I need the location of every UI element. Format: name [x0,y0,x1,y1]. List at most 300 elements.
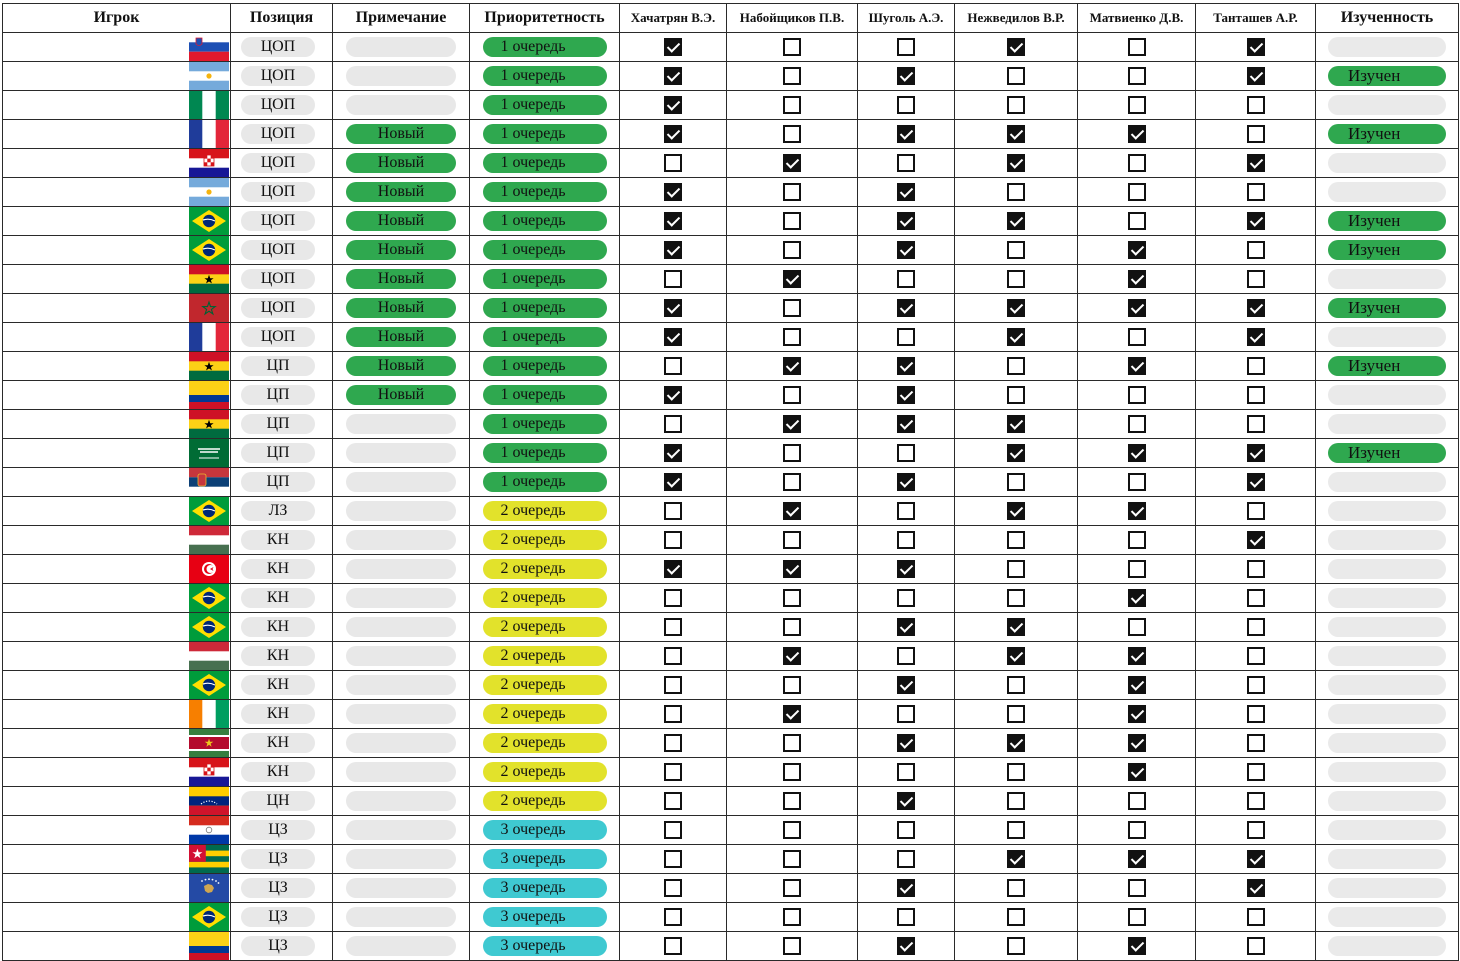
note-chip[interactable] [346,559,456,579]
scout-2-checkbox[interactable] [783,357,801,375]
scout-4-checkbox[interactable] [1007,270,1025,288]
scout-5-checkbox[interactable] [1128,560,1146,578]
note-chip[interactable]: Новый [346,327,456,347]
scout-6-cell[interactable] [1196,62,1316,91]
header-player[interactable]: Игрок [3,4,231,33]
priority-chip[interactable]: 2 очередь [483,530,607,550]
scout-6-cell[interactable] [1196,584,1316,613]
header-scout-6[interactable]: Танташев А.Р. [1196,4,1316,33]
scout-6-checkbox[interactable] [1247,850,1265,868]
scout-4-checkbox[interactable] [1007,531,1025,549]
scout-4-checkbox[interactable] [1007,734,1025,752]
player-name-cell[interactable] [3,381,188,410]
scout-3-checkbox[interactable] [897,212,915,230]
scout-2-checkbox[interactable] [783,618,801,636]
scout-1-cell[interactable] [620,149,727,178]
study-chip[interactable] [1328,907,1446,927]
priority-cell[interactable] [470,120,620,149]
player-name-cell[interactable] [3,758,188,787]
scout-4-cell[interactable] [955,33,1078,62]
priority-cell[interactable] [470,932,620,961]
study-chip[interactable] [1328,472,1446,492]
table-row[interactable] [3,149,1459,178]
scout-4-checkbox[interactable] [1007,96,1025,114]
scout-5-cell[interactable] [1078,149,1196,178]
scout-6-cell[interactable] [1196,816,1316,845]
scout-3-cell[interactable] [858,671,955,700]
scout-4-checkbox[interactable] [1007,676,1025,694]
scout-3-checkbox[interactable] [897,270,915,288]
scout-3-cell[interactable] [858,874,955,903]
scout-1-cell[interactable] [620,439,727,468]
scout-4-checkbox[interactable] [1007,299,1025,317]
note-chip[interactable] [346,733,456,753]
note-chip[interactable]: Новый [346,153,456,173]
priority-cell[interactable] [470,787,620,816]
header-position[interactable]: Позиция [231,4,333,33]
scout-5-cell[interactable] [1078,555,1196,584]
position-chip[interactable]: КН [241,617,315,637]
study-chip[interactable] [1328,588,1446,608]
position-cell[interactable] [231,91,333,120]
study-cell[interactable] [1316,526,1459,555]
scout-2-cell[interactable] [727,439,858,468]
priority-cell[interactable] [470,816,620,845]
scout-3-cell[interactable] [858,352,955,381]
scout-3-cell[interactable] [858,207,955,236]
scout-6-cell[interactable] [1196,497,1316,526]
priority-chip[interactable]: 2 очередь [483,733,607,753]
scout-6-cell[interactable] [1196,903,1316,932]
scout-5-checkbox[interactable] [1128,676,1146,694]
position-chip[interactable]: ЦОП [241,240,315,260]
note-chip[interactable]: Новый [346,211,456,231]
study-cell[interactable] [1316,874,1459,903]
scout-4-cell[interactable] [955,236,1078,265]
study-cell[interactable] [1316,845,1459,874]
priority-cell[interactable] [470,555,620,584]
scout-4-cell[interactable] [955,526,1078,555]
position-chip[interactable]: КН [241,588,315,608]
priority-cell[interactable] [470,729,620,758]
scout-1-checkbox[interactable] [664,763,682,781]
scout-4-checkbox[interactable] [1007,241,1025,259]
position-cell[interactable] [231,149,333,178]
position-cell[interactable] [231,178,333,207]
scout-5-cell[interactable] [1078,613,1196,642]
scout-3-cell[interactable] [858,787,955,816]
scout-4-cell[interactable] [955,555,1078,584]
scout-2-cell[interactable] [727,758,858,787]
note-cell[interactable] [333,207,470,236]
priority-cell[interactable] [470,410,620,439]
scout-3-cell[interactable] [858,555,955,584]
scout-6-cell[interactable] [1196,758,1316,787]
scout-3-cell[interactable] [858,62,955,91]
note-cell[interactable] [333,439,470,468]
position-chip[interactable]: ЦОП [241,66,315,86]
study-chip[interactable] [1328,327,1446,347]
table-row[interactable] [3,265,1459,294]
scout-2-checkbox[interactable] [783,589,801,607]
position-chip[interactable]: ЦЗ [241,849,315,869]
scout-1-cell[interactable] [620,729,727,758]
priority-cell[interactable] [470,439,620,468]
scout-1-checkbox[interactable] [664,270,682,288]
scout-3-checkbox[interactable] [897,879,915,897]
priority-chip[interactable]: 1 очередь [483,240,607,260]
scout-4-cell[interactable] [955,758,1078,787]
note-cell[interactable] [333,584,470,613]
scout-2-cell[interactable] [727,149,858,178]
priority-chip[interactable]: 1 очередь [483,182,607,202]
position-cell[interactable] [231,352,333,381]
scout-4-cell[interactable] [955,381,1078,410]
position-chip[interactable]: ЦП [241,356,315,376]
study-chip[interactable] [1328,617,1446,637]
position-cell[interactable] [231,294,333,323]
table-row[interactable] [3,729,1459,758]
scout-5-checkbox[interactable] [1128,415,1146,433]
study-cell[interactable] [1316,410,1459,439]
scout-6-cell[interactable] [1196,932,1316,961]
position-cell[interactable] [231,439,333,468]
scout-4-cell[interactable] [955,149,1078,178]
scout-3-checkbox[interactable] [897,502,915,520]
player-name-cell[interactable] [3,468,188,497]
scout-5-cell[interactable] [1078,323,1196,352]
scout-4-cell[interactable] [955,352,1078,381]
study-cell[interactable] [1316,584,1459,613]
scout-1-checkbox[interactable] [664,183,682,201]
note-cell[interactable] [333,671,470,700]
scout-6-checkbox[interactable] [1247,328,1265,346]
scout-2-checkbox[interactable] [783,38,801,56]
scout-3-checkbox[interactable] [897,763,915,781]
study-cell[interactable] [1316,787,1459,816]
scout-1-cell[interactable] [620,323,727,352]
scout-4-checkbox[interactable] [1007,589,1025,607]
scout-2-checkbox[interactable] [783,183,801,201]
scout-5-cell[interactable] [1078,178,1196,207]
scout-2-cell[interactable] [727,671,858,700]
scout-3-cell[interactable] [858,729,955,758]
study-cell[interactable] [1316,149,1459,178]
note-chip[interactable]: Новый [346,269,456,289]
note-cell[interactable] [333,120,470,149]
study-chip[interactable] [1328,501,1446,521]
table-row[interactable] [3,932,1459,961]
scout-1-checkbox[interactable] [664,357,682,375]
scout-4-checkbox[interactable] [1007,850,1025,868]
scout-5-cell[interactable] [1078,584,1196,613]
scout-2-cell[interactable] [727,323,858,352]
scout-2-checkbox[interactable] [783,212,801,230]
player-name-cell[interactable] [3,62,188,91]
scout-4-cell[interactable] [955,178,1078,207]
scout-4-checkbox[interactable] [1007,560,1025,578]
scout-5-checkbox[interactable] [1128,734,1146,752]
scout-5-cell[interactable] [1078,642,1196,671]
scout-6-checkbox[interactable] [1247,299,1265,317]
study-chip[interactable] [1328,530,1446,550]
scout-1-checkbox[interactable] [664,415,682,433]
scout-2-checkbox[interactable] [783,879,801,897]
scout-4-cell[interactable] [955,729,1078,758]
scout-4-checkbox[interactable] [1007,183,1025,201]
scout-3-checkbox[interactable] [897,241,915,259]
scout-1-checkbox[interactable] [664,647,682,665]
scout-4-checkbox[interactable] [1007,444,1025,462]
scout-4-cell[interactable] [955,323,1078,352]
scout-3-cell[interactable] [858,642,955,671]
scout-4-cell[interactable] [955,642,1078,671]
priority-cell[interactable] [470,874,620,903]
scout-2-cell[interactable] [727,555,858,584]
scout-5-checkbox[interactable] [1128,473,1146,491]
scout-3-checkbox[interactable] [897,328,915,346]
scout-6-cell[interactable] [1196,207,1316,236]
note-chip[interactable] [346,646,456,666]
table-row[interactable] [3,91,1459,120]
player-name-cell[interactable] [3,497,188,526]
priority-chip[interactable]: 2 очередь [483,791,607,811]
note-cell[interactable] [333,874,470,903]
position-chip[interactable]: ЦОП [241,298,315,318]
priority-cell[interactable] [470,497,620,526]
position-chip[interactable]: ЦОП [241,124,315,144]
priority-cell[interactable] [470,178,620,207]
priority-chip[interactable]: 3 очередь [483,878,607,898]
position-chip[interactable]: ЦОП [241,211,315,231]
study-cell[interactable] [1316,613,1459,642]
position-chip[interactable]: ЦОП [241,327,315,347]
note-cell[interactable] [333,468,470,497]
scout-5-checkbox[interactable] [1128,212,1146,230]
note-cell[interactable] [333,178,470,207]
scout-6-checkbox[interactable] [1247,560,1265,578]
scout-6-cell[interactable] [1196,149,1316,178]
scout-2-checkbox[interactable] [783,415,801,433]
scout-2-checkbox[interactable] [783,792,801,810]
scout-3-checkbox[interactable] [897,705,915,723]
scout-5-cell[interactable] [1078,758,1196,787]
scout-6-cell[interactable] [1196,265,1316,294]
scout-4-checkbox[interactable] [1007,647,1025,665]
position-cell[interactable] [231,468,333,497]
study-cell[interactable] [1316,903,1459,932]
player-name-cell[interactable] [3,236,188,265]
scout-6-cell[interactable] [1196,671,1316,700]
scout-6-checkbox[interactable] [1247,879,1265,897]
scout-6-checkbox[interactable] [1247,734,1265,752]
note-cell[interactable] [333,555,470,584]
priority-cell[interactable] [470,62,620,91]
scout-3-cell[interactable] [858,845,955,874]
scout-5-cell[interactable] [1078,787,1196,816]
scout-5-checkbox[interactable] [1128,270,1146,288]
scout-1-checkbox[interactable] [664,879,682,897]
priority-cell[interactable] [470,700,620,729]
position-cell[interactable] [231,613,333,642]
scout-5-checkbox[interactable] [1128,502,1146,520]
scout-2-checkbox[interactable] [783,937,801,955]
scout-6-cell[interactable] [1196,236,1316,265]
scout-5-checkbox[interactable] [1128,647,1146,665]
scout-3-checkbox[interactable] [897,676,915,694]
scout-2-checkbox[interactable] [783,96,801,114]
player-name-cell[interactable] [3,178,188,207]
scout-1-checkbox[interactable] [664,618,682,636]
scout-1-cell[interactable] [620,903,727,932]
priority-chip[interactable]: 2 очередь [483,559,607,579]
scout-5-cell[interactable] [1078,120,1196,149]
table-row[interactable] [3,294,1459,323]
scout-6-cell[interactable] [1196,845,1316,874]
scout-4-cell[interactable] [955,265,1078,294]
player-name-cell[interactable] [3,323,188,352]
study-chip[interactable] [1328,704,1446,724]
scout-1-cell[interactable] [620,294,727,323]
scout-6-cell[interactable] [1196,613,1316,642]
scout-2-checkbox[interactable] [783,270,801,288]
scout-3-checkbox[interactable] [897,531,915,549]
scout-6-checkbox[interactable] [1247,821,1265,839]
scout-5-checkbox[interactable] [1128,792,1146,810]
scout-2-checkbox[interactable] [783,734,801,752]
priority-chip[interactable]: 2 очередь [483,617,607,637]
player-name-cell[interactable] [3,613,188,642]
scout-4-cell[interactable] [955,584,1078,613]
position-cell[interactable] [231,555,333,584]
scout-6-cell[interactable] [1196,120,1316,149]
scout-2-cell[interactable] [727,526,858,555]
scout-4-cell[interactable] [955,120,1078,149]
scout-5-cell[interactable] [1078,294,1196,323]
priority-chip[interactable]: 1 очередь [483,95,607,115]
scout-3-checkbox[interactable] [897,67,915,85]
position-cell[interactable] [231,932,333,961]
scout-1-cell[interactable] [620,874,727,903]
position-chip[interactable]: ЦЗ [241,907,315,927]
scout-1-cell[interactable] [620,671,727,700]
scout-5-checkbox[interactable] [1128,154,1146,172]
scout-1-checkbox[interactable] [664,531,682,549]
scout-6-checkbox[interactable] [1247,589,1265,607]
note-chip[interactable] [346,762,456,782]
priority-cell[interactable] [470,294,620,323]
scout-2-checkbox[interactable] [783,125,801,143]
note-cell[interactable] [333,323,470,352]
scout-1-cell[interactable] [620,207,727,236]
scout-3-cell[interactable] [858,613,955,642]
scout-2-cell[interactable] [727,91,858,120]
priority-chip[interactable]: 1 очередь [483,211,607,231]
header-priority[interactable]: Приоритетность [470,4,620,33]
position-chip[interactable]: КН [241,675,315,695]
scout-6-checkbox[interactable] [1247,444,1265,462]
study-cell[interactable] [1316,700,1459,729]
scout-4-cell[interactable] [955,613,1078,642]
scout-1-checkbox[interactable] [664,299,682,317]
scout-5-checkbox[interactable] [1128,705,1146,723]
scout-1-cell[interactable] [620,642,727,671]
note-chip[interactable] [346,95,456,115]
scout-4-cell[interactable] [955,816,1078,845]
position-chip[interactable]: ЦН [241,791,315,811]
position-cell[interactable] [231,787,333,816]
scout-4-checkbox[interactable] [1007,763,1025,781]
scout-1-checkbox[interactable] [664,589,682,607]
study-chip[interactable] [1328,675,1446,695]
scout-2-checkbox[interactable] [783,705,801,723]
position-chip[interactable]: КН [241,646,315,666]
study-cell[interactable] [1316,729,1459,758]
position-cell[interactable] [231,497,333,526]
scout-1-cell[interactable] [620,816,727,845]
note-chip[interactable]: Новый [346,182,456,202]
scout-6-cell[interactable] [1196,526,1316,555]
note-chip[interactable] [346,704,456,724]
scout-2-checkbox[interactable] [783,299,801,317]
scout-5-checkbox[interactable] [1128,357,1146,375]
player-name-cell[interactable] [3,816,188,845]
scout-4-checkbox[interactable] [1007,154,1025,172]
priority-chip[interactable]: 2 очередь [483,646,607,666]
scout-3-checkbox[interactable] [897,589,915,607]
scout-4-checkbox[interactable] [1007,618,1025,636]
scout-5-checkbox[interactable] [1128,531,1146,549]
note-chip[interactable] [346,501,456,521]
scout-2-checkbox[interactable] [783,763,801,781]
study-cell[interactable] [1316,91,1459,120]
scout-1-cell[interactable] [620,758,727,787]
scout-5-checkbox[interactable] [1128,618,1146,636]
scout-5-cell[interactable] [1078,700,1196,729]
scout-4-cell[interactable] [955,787,1078,816]
scout-1-checkbox[interactable] [664,38,682,56]
priority-chip[interactable]: 3 очередь [483,849,607,869]
scout-3-cell[interactable] [858,497,955,526]
scout-6-cell[interactable] [1196,33,1316,62]
scout-4-cell[interactable] [955,410,1078,439]
position-cell[interactable] [231,758,333,787]
scout-3-cell[interactable] [858,120,955,149]
scout-5-checkbox[interactable] [1128,908,1146,926]
scout-3-checkbox[interactable] [897,560,915,578]
priority-cell[interactable] [470,642,620,671]
scout-6-cell[interactable] [1196,874,1316,903]
scout-2-cell[interactable] [727,33,858,62]
scout-5-cell[interactable] [1078,265,1196,294]
player-name-cell[interactable] [3,787,188,816]
position-cell[interactable] [231,410,333,439]
priority-chip[interactable]: 2 очередь [483,704,607,724]
scout-5-cell[interactable] [1078,62,1196,91]
table-row[interactable] [3,816,1459,845]
scout-2-cell[interactable] [727,352,858,381]
scout-3-cell[interactable] [858,700,955,729]
scout-6-checkbox[interactable] [1247,908,1265,926]
priority-chip[interactable]: 1 очередь [483,269,607,289]
scout-2-cell[interactable] [727,584,858,613]
scout-2-checkbox[interactable] [783,386,801,404]
note-chip[interactable]: Новый [346,298,456,318]
note-cell[interactable] [333,903,470,932]
player-name-cell[interactable] [3,903,188,932]
note-cell[interactable] [333,700,470,729]
priority-cell[interactable] [470,468,620,497]
